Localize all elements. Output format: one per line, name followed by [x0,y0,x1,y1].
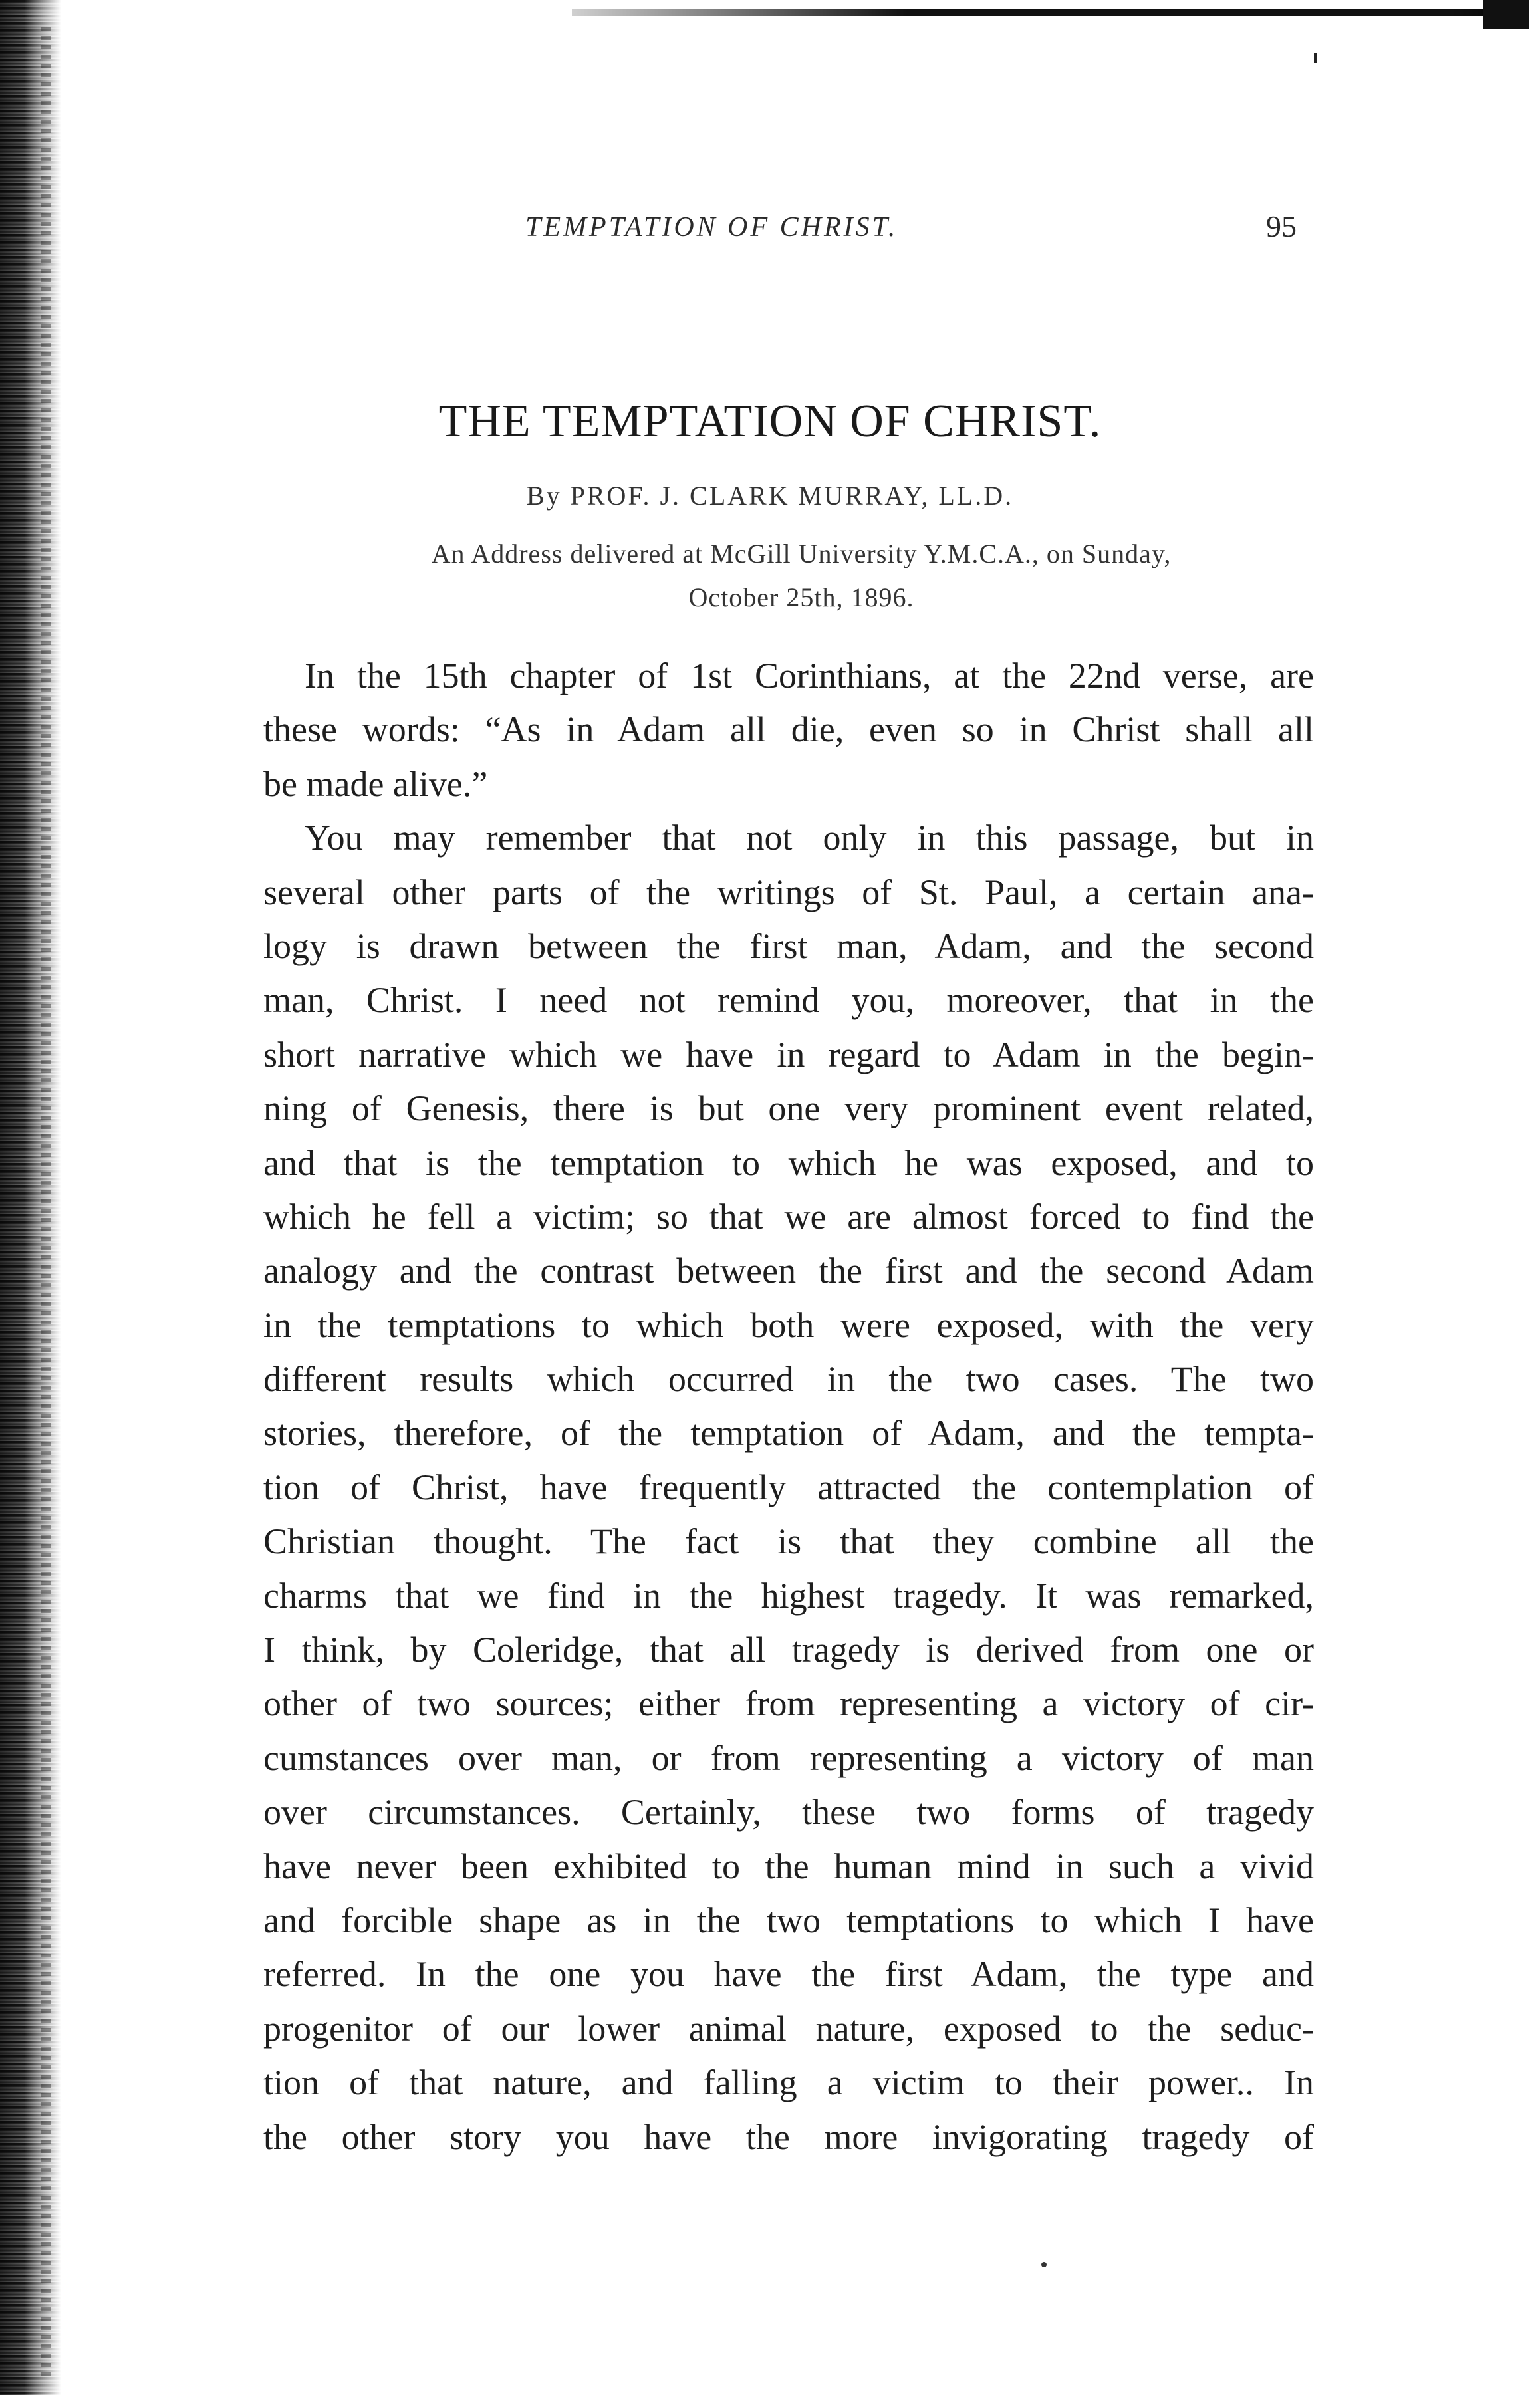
text-line: In the 15th chapter of 1st Corinthians, at the 22nd verse, are [305,656,1314,695]
running-title: TEMPTATION OF CHRIST. [525,212,898,243]
text-line: over circumstances. Certainly, these two forms of tragedy [263,1792,1314,1832]
address-note-line: October 25th, 1896. [688,582,914,612]
article-title: THE TEMPTATION OF CHRIST. [438,396,1102,447]
text-line: short narrative which we have in regard to Adam in the begin- [263,1034,1314,1074]
paragraph [263,649,1314,811]
page-number: 95 [1266,209,1297,243]
text-line: different results which occurred in the two cases. The two [263,1359,1314,1400]
text-line: and forcible shape as in the two temptations to which I have [263,1900,1314,1940]
article-byline: By PROF. J. CLARK MURRAY, LL.D. [526,481,1014,511]
scanned-top-corner-mark [1483,0,1529,29]
text-line: the other story you have the more invigorating tragedy of [263,2116,1314,2157]
text-line: other of two sources; either from representing a victory of cir- [263,1684,1314,1724]
text-line: tion of Christ, have frequently attracted the contemplation of [263,1467,1314,1507]
text-line: these words: “As in Adam all die, even so in Christ shall all [263,709,1314,750]
address-note-line: An Address delivered at McGill University Y.M.C.A., on Sunday, [431,539,1172,568]
running-header [259,211,1317,251]
text-line: in the temptations to which both were exposed, with the very [263,1305,1314,1345]
paragraph [263,811,1314,2164]
text-line: which he fell a victim; so that we are almost forced to find the [263,1196,1314,1237]
text-line: Christian thought. The fact is that they combine all the [263,1521,1314,1562]
text-line: several other parts of the writings of St. Paul, a certain ana- [263,872,1314,912]
text-line: You may remember that not only in this passage, but in [305,818,1314,858]
text-line: man, Christ. I need not remind you, moreover, that in the [263,980,1314,1021]
text-line: progenitor of our lower animal nature, exposed to the seduc- [263,2008,1314,2049]
scanned-page-spine-shadow [0,0,61,2395]
article-body [263,649,1314,2164]
scanned-top-rule [572,9,1529,16]
text-line: analogy and the contrast between the first and the second Adam [263,1251,1314,1291]
text-line: I think, by Coleridge, that all tragedy is derived from one or [263,1630,1314,1670]
text-line: have never been exhibited to the human mind in such a vivid [263,1846,1314,1886]
scanned-page-spine-edge [41,27,51,2380]
text-line: referred. In the one you have the first Adam, the type and [263,1954,1314,1995]
address-note [293,532,1310,620]
scan-speck [1314,53,1317,63]
text-line: tion of that nature, and falling a victim to their power.. In [263,2063,1314,2103]
text-line: ning of Genesis, there is but one very prominent event related, [263,1088,1314,1129]
text-line: and that is the temptation to which he was exposed, and to [263,1142,1314,1183]
text-line: stories, therefore, of the temptation of Adam, and the tempta- [263,1413,1314,1453]
text-line: logy is drawn between the first man, Adam, and the second [263,926,1314,966]
text-line: be made alive.” [263,763,488,804]
text-line: cumstances over man, or from representing a victory of man [263,1737,1314,1778]
text-line: charms that we find in the highest tragedy. It was remarked, [263,1575,1314,1616]
scan-dot [1041,2262,1047,2267]
